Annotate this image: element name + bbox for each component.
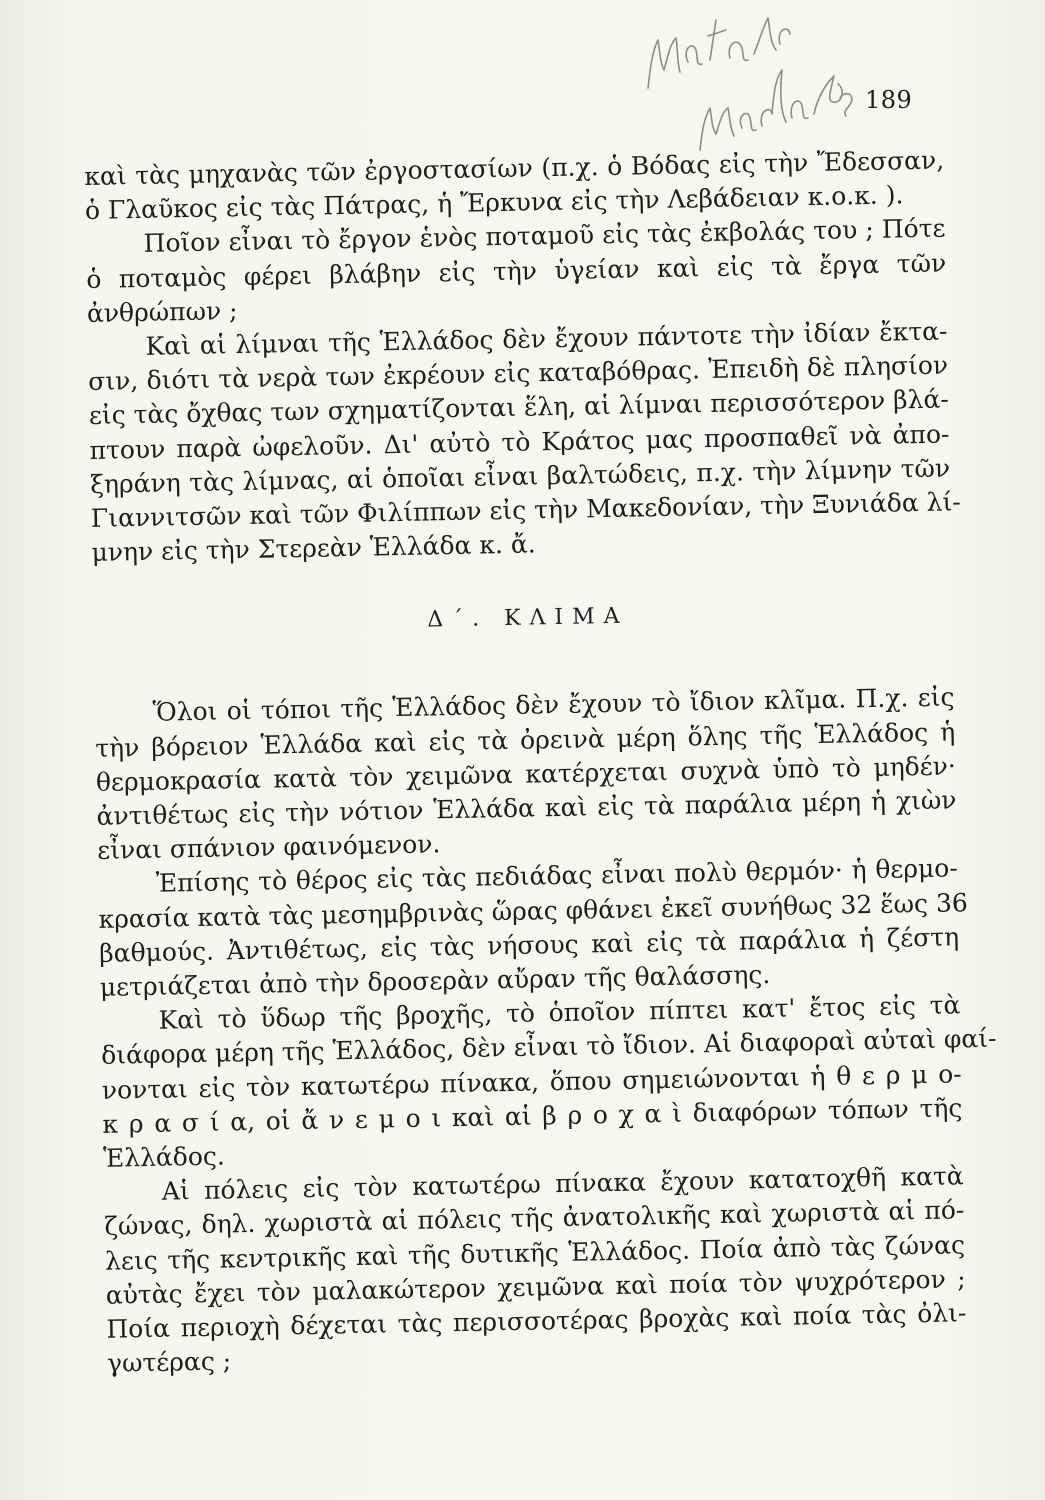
page-number: 189 [865, 86, 913, 114]
text-line: Ἐπίσης τὸ θέρος εἰς τὰς πεδιάδας εἶναι πολὺ θερμόν· ἡ θερμο- [155, 853, 959, 899]
text-line: εἰς τὰς ὄχθας των σχηματίζονται ἕλη, αἱ λίμναι περισσότερον βλά- [88, 384, 950, 431]
paragraph-climate-variation [94, 681, 957, 868]
text-line: ἀντιθέτως εἰς τὴν νότιον Ἑλλάδα καὶ εἰς τὰ παράλια μέρη ἡ χιὼν [96, 785, 957, 831]
text-line: ὁ ποταμὸς φέρει βλάβην εἰς τὴν ὑγείαν καὶ εἰς τὰ ἔργα τῶν [86, 248, 947, 294]
text-line: βαθμούς. Ἀντιθέτως, εἰς τὰς νήσους καὶ εἰς τὰ παράλια ἡ ζέστη [98, 922, 960, 968]
text-line: εἶναι σπάνιον φαινόμενον. [96, 829, 441, 866]
text-line: διάφορα μέρη τῆς Ἑλλάδος, δὲν εἶναι τὸ ἴδιον. Αἱ διαφοραὶ αὐταὶ φαί- [100, 1024, 997, 1071]
paragraph-rainfall [100, 989, 997, 1176]
text-line: μετριάζεται ἀπὸ τὴν δροσερὰν αὔραν τῆς θαλάσσης. [99, 960, 771, 1002]
text-line: τὴν βόρειον Ἑλλάδα καὶ εἰς τὰ ὀρεινὰ μέρη ὅλης τῆς Ἑλλάδος ἡ [95, 717, 956, 763]
text-line: Καὶ τὸ ὕδωρ τῆς βροχῆς, τὸ ὁποῖον πίπτει κατ' ἔτος εἰς τὰ [158, 990, 961, 1035]
section-heading: Δ΄. ΚΛΙΜΑ [427, 604, 629, 633]
paragraph-river-question [85, 212, 947, 331]
paragraph-lakes [87, 314, 962, 570]
text-line: μνην εἰς τὴν Στερεὰν Ἑλλάδα κ. ἄ. [91, 529, 536, 568]
paragraph-cities-zones [104, 1160, 968, 1382]
text-line: αὐτὰς ἔχει τὸν μαλακώτερον χειμῶνα καὶ ποία τὸν ψυχρότερον ; [105, 1264, 966, 1310]
text-line: Ποῖον εἶναι τὸ ἔργον ἑνὸς ποταμοῦ εἰς τὰς ἐκβολάς του ; Πότε [143, 213, 946, 259]
text-line: Ποία περιοχὴ δέχεται τὰς περισσοτέρας βροχὰς καὶ ποία τὰς ὀλι- [106, 1298, 967, 1344]
text-line: Ἑλλάδος. [102, 1141, 226, 1173]
text-line: κρασία κατὰ τὰς μεσημβρινὰς ὥρας φθάνει ἐκεῖ συνήθως 32 ἕως 36 [98, 887, 969, 934]
text-line: γωτέρας ; [106, 1346, 232, 1379]
page-body [84, 143, 997, 1381]
text-line: καὶ τὰς μηχανὰς τῶν ἐργοστασίων (π.χ. ὁ Βόδας εἰς τὴν Ἔδεσσαν, [84, 145, 945, 191]
text-line: πτουν παρὰ ὠφελοῦν. Δι' αὐτὸ τὸ Κράτος μας προσπαθεῖ νὰ ἀπο- [89, 419, 950, 465]
paragraph-summer-heat [98, 852, 969, 1005]
text-line: Ὅλοι οἱ τόποι τῆς Ἑλλάδος δὲν ἔχουν τὸ ἴδιον κλῖμα. Π.χ. εἰς [152, 682, 955, 728]
text-line: σιν, διότι τὰ νερὰ των ἐκρέουν εἰς καταβόθρας. Ἐπειδὴ δὲ πλησίον [87, 350, 949, 397]
text-line: ἀνθρώπων ; [86, 295, 238, 328]
text-line: λεις τῆς κεντρικῆς καὶ τῆς δυτικῆς Ἑλλάδος. Ποία ἀπὸ τὰς ζώνας [104, 1229, 966, 1276]
text-line: ζώνας, δηλ. χωριστὰ αἱ πόλεις τῆς ἀνατολικῆς καὶ χωριστὰ αἱ πό- [104, 1195, 965, 1242]
handwriting-scribble-icon [630, 0, 870, 160]
text-line: θερμοκρασία κατὰ τὸν χειμῶνα κατέρχεται συχνὰ ὑπὸ τὸ μηδέν· [95, 751, 957, 797]
text-line: Αἱ πόλεις εἰς τὸν κατωτέρω πίνακα ἔχουν κατατοχθῆ κατὰ [161, 1161, 964, 1206]
text-line: ὁ Γλαῦκος εἰς τὰς Πάτρας, ἡ Ἔρκυνα εἰς τὴν Λεβάδειαν κ.ο.κ. ). [84, 180, 904, 226]
text-line: κ ρ α σ ί α, οἱ ἄ ν ε μ ο ι καὶ αἱ β ρ ο χ α ὶ διαφόρων τόπων τῆς [102, 1093, 963, 1139]
text-line: Γιαννιτσῶν καὶ τῶν Φιλίππων εἰς τὴν Μακεδονίαν, τὴν Ξυνιάδα λί- [90, 487, 962, 533]
text-line: Καὶ αἱ λίμναι τῆς Ἑλλάδος δὲν ἔχουν πάντοτε τὴν ἰδίαν ἔκτα- [145, 316, 948, 361]
handwritten-pencil-note [630, 0, 870, 160]
text-line: νονται εἰς τὸν κατωτέρω πίνακα, ὅπου σημειώνονται ἡ θ ε ρ μ ο- [101, 1058, 962, 1105]
text-line: ξηράνη τὰς λίμνας, αἱ ὁποῖαι εἶναι βαλτώδεις, π.χ. τὴν λίμνην τῶν [89, 453, 951, 499]
